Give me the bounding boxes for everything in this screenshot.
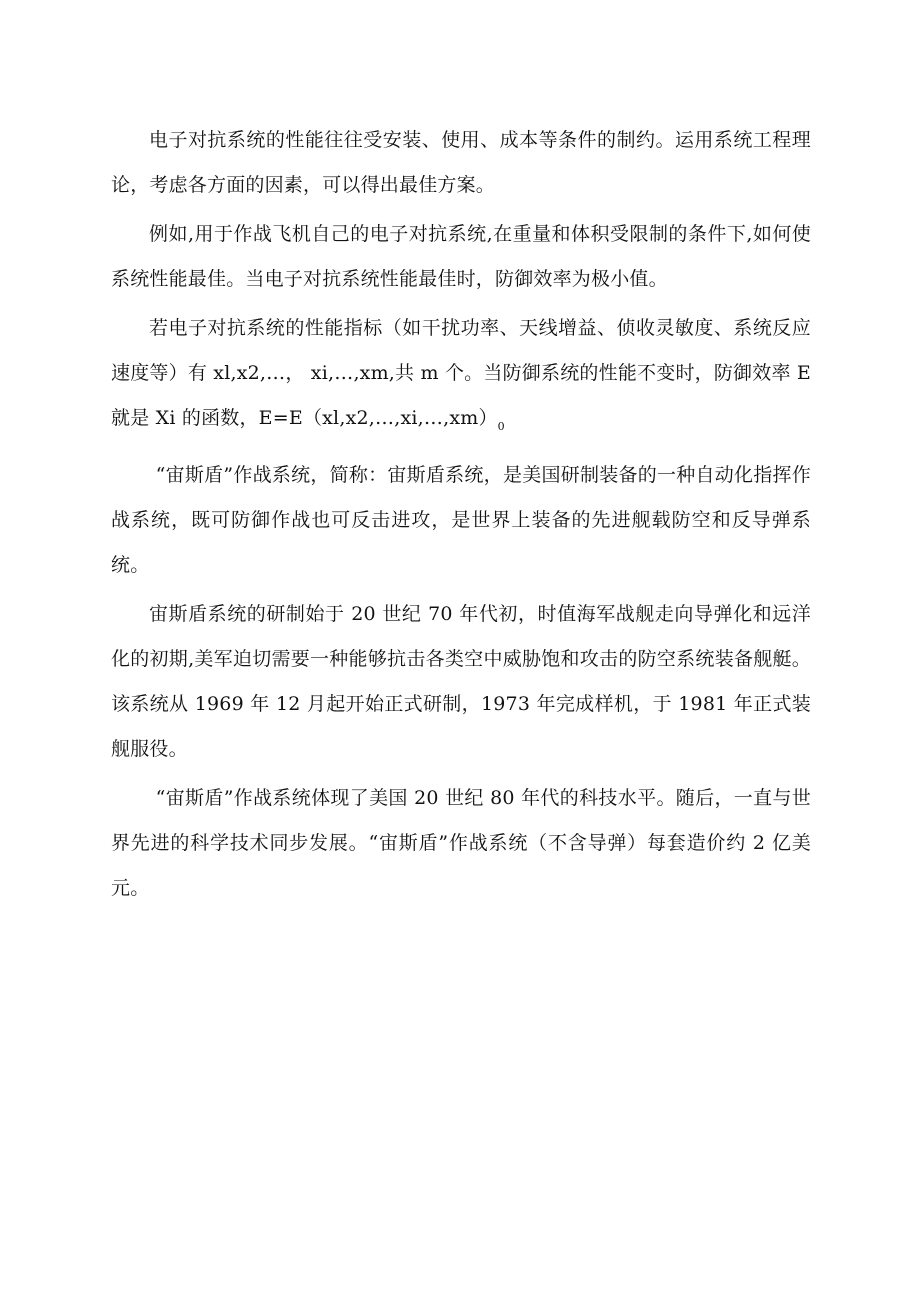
paragraph-3 [111,306,811,449]
paragraph-4: “宙斯盾”作战系统，简称：宙斯盾系统，是美国研制装备的一种自动化指挥作战系统，既可防御作战也可反击进攻，是世界上装备的先进舰载防空和反导弹系统。 [111,464,811,576]
paragraph-3-subscript-mark: 0 [497,420,505,433]
paragraph-6: “宙斯盾”作战系统体现了美国 20 世纪 80 年代的科技水平。随后，一直与世界先进的科学技术同步发展。“宙斯盾”作战系统（不含导弹）每套造价约 2 亿美元。 [111,787,811,899]
paragraph-5: 宙斯盾系统的研制始于 20 世纪 70 年代初，时值海军战舰走向导弹化和远洋化的初期,美军迫切需要一种能够抗击各类空中威胁饱和攻击的防空系统装备舰艇。该系统从 1969 年 12 月起开始正式研制，1973 年完成样机，于 1981 年正式装舰服役。 [111,603,811,760]
paragraph-2: 例如,用于作战飞机自己的电子对抗系统,在重量和体积受限制的条件下,如何使系统性能最佳。当电子对抗系统性能最佳时，防御效率为极小值。 [111,223,811,290]
paragraph-1: 电子对抗系统的性能往往受安装、使用、成本等条件的制约。运用系统工程理论，考虑各方面的因素，可以得出最佳方案。 [111,129,811,196]
paragraph-3-text: 若电子对抗系统的性能指标（如干扰功率、天线增益、侦收灵敏度、系统反应速度等）有 xl,x2,…， xi,…,xm,共 m 个。当防御系统的性能不变时，防御效率 E 就是 Xi 的函数，E=E（xl,x2,…,xi,…,xm） [111,317,811,429]
document-body [111,118,811,915]
